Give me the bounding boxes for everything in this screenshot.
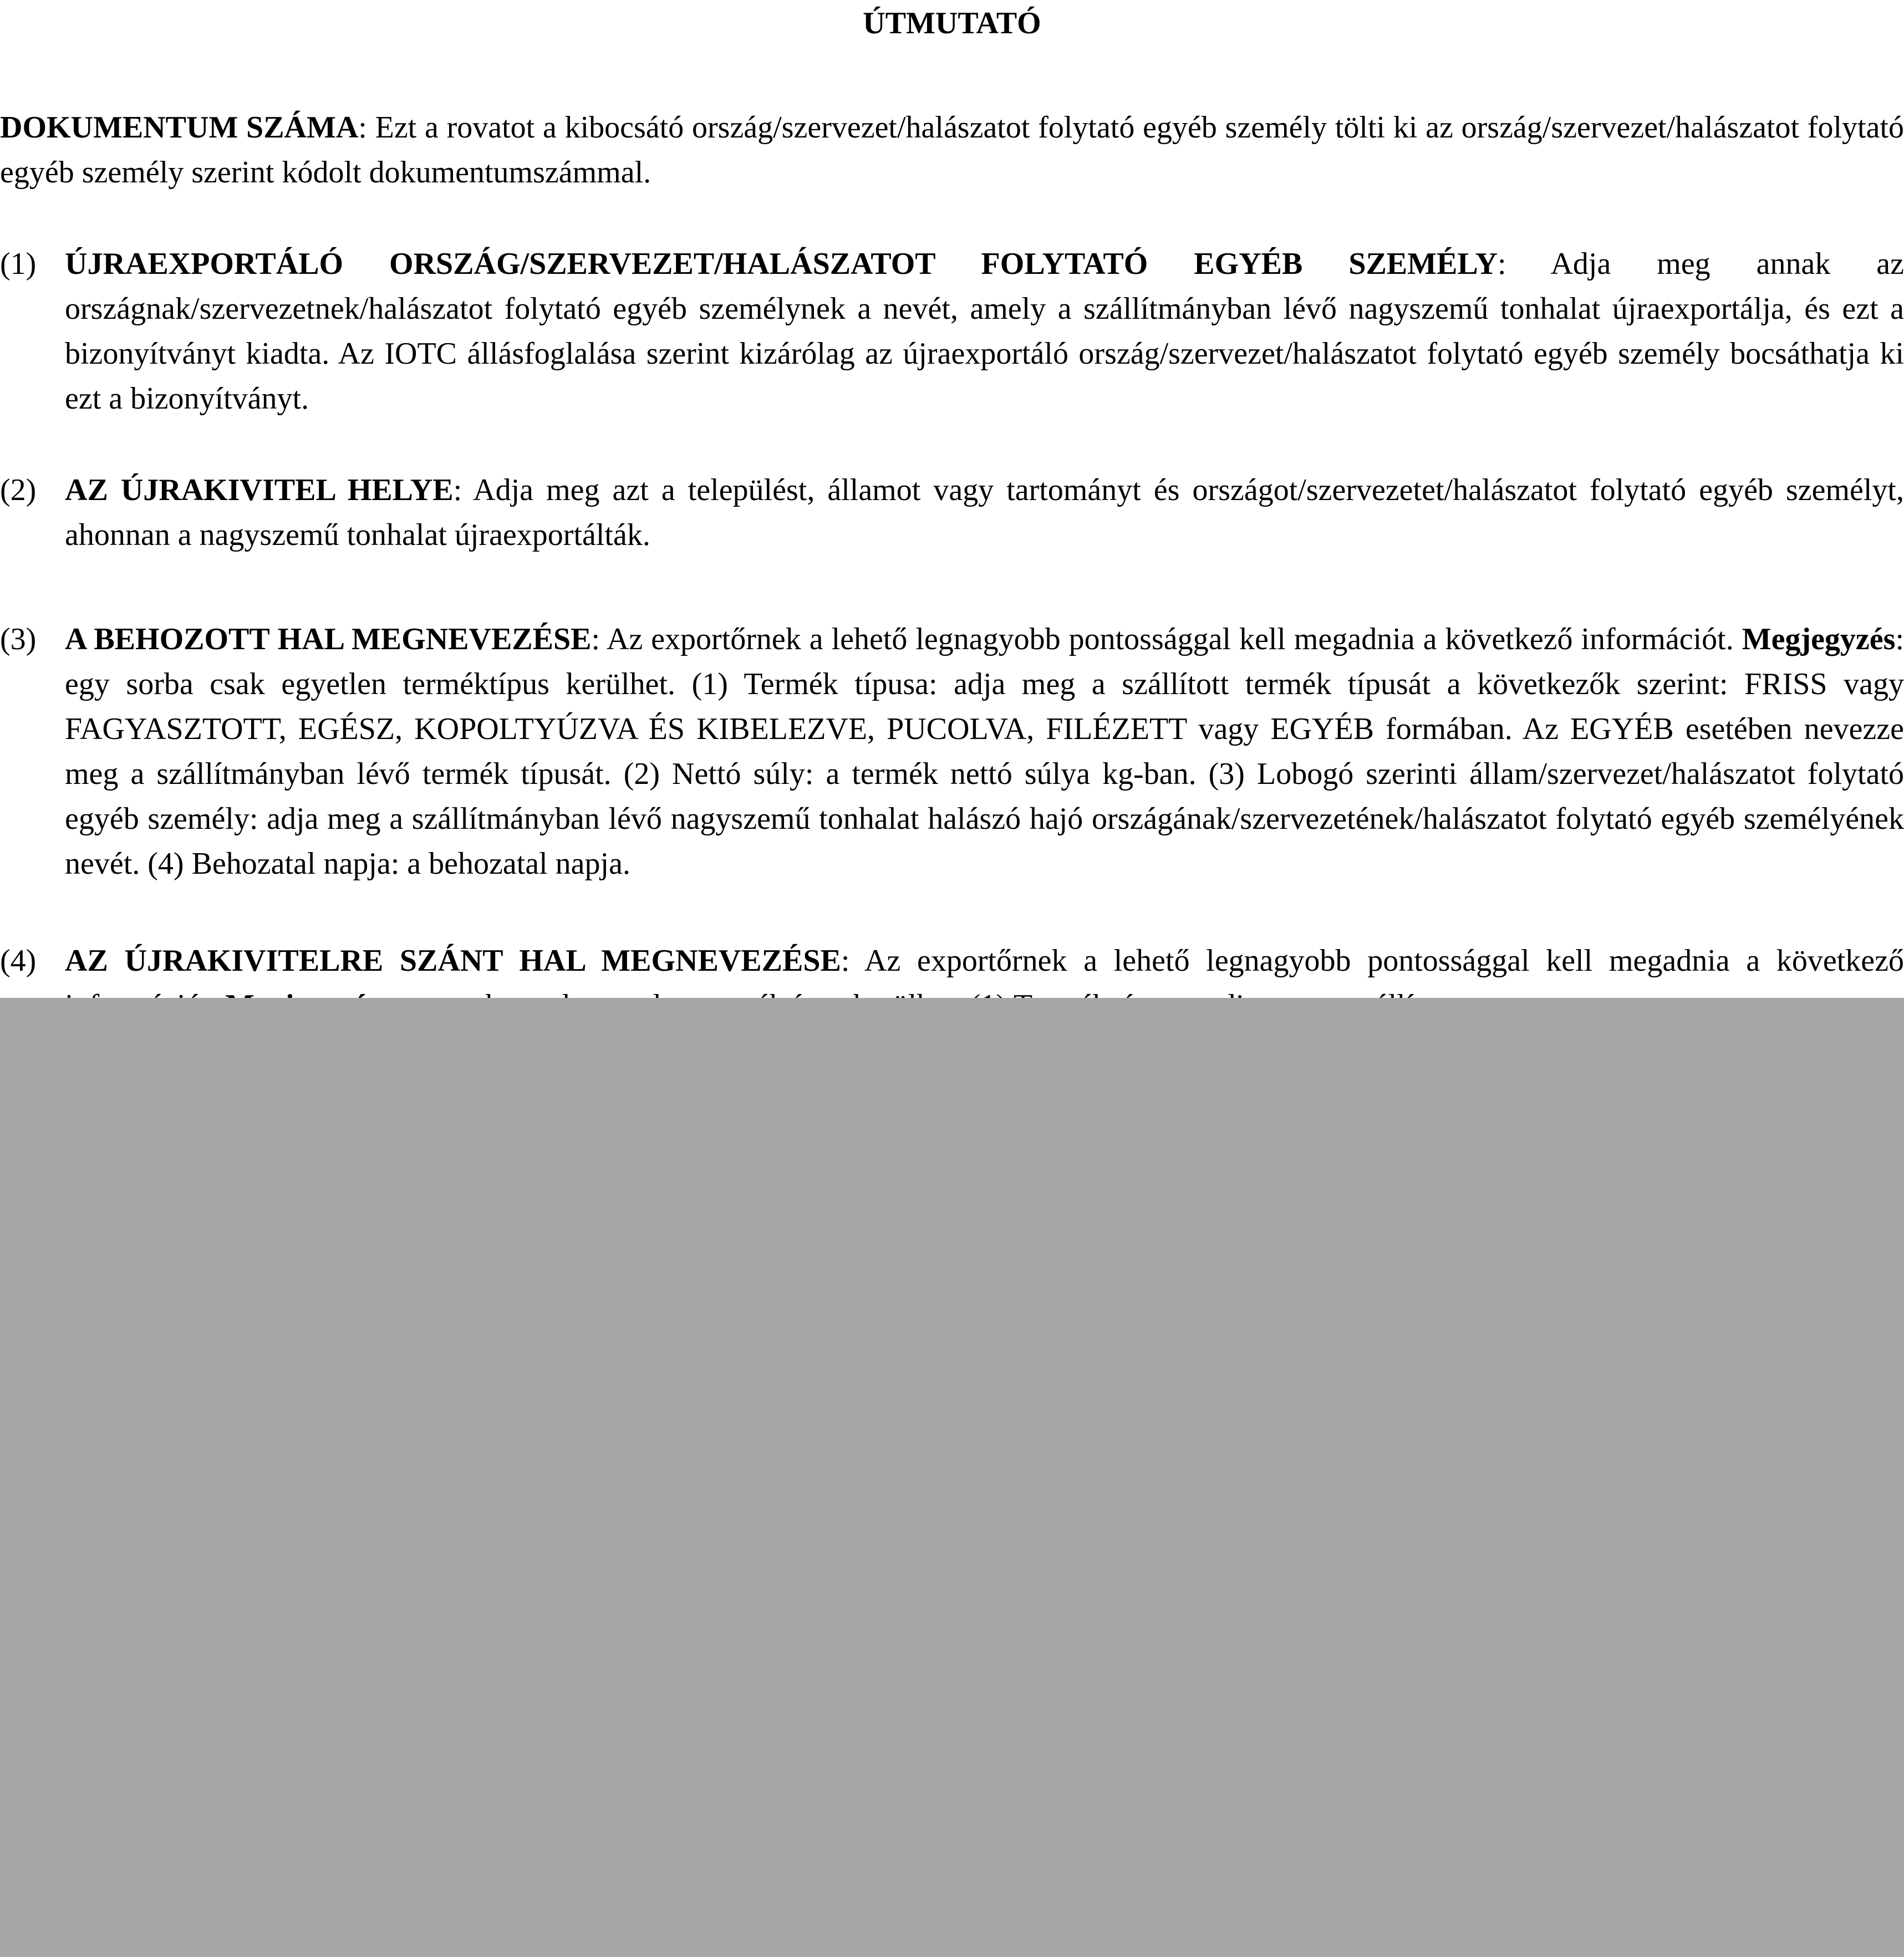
item-text: : egy sorba csak egyetlen terméktípus kerülhet. (1) Termék típusa: adja meg a szállított termék típusát a következők szerint: FRISS vagy FAGYASZTOTT, EGÉSZ, KOPOLTYÚZVA ÉS KIBELEZVE, PUCOLVA, FILÉZETT vagy EGYÉB formában. Az EGYÉB esetében nevezze meg a szállítmányban lévő termék típusát. (2) Nettó súly: a termék nettó súlya kg-ban. (3) Lobogó szerinti állam/szervezet/halászatot folytató egyéb személy: adja meg a szállítmányban lévő nagyszemű tonhalat halászó hajó országának/szervezetének/halászatot folytató egyéb személyének nevét. (4) Behozatal napja: a behozatal napja. (65, 622, 1904, 881)
item-heading: AZ ÚJRAKIVITELRE SZÁNT HAL MEGNEVEZÉSE (65, 944, 841, 978)
item-number: (1) (0, 247, 37, 281)
item-text-intro: : Az exportőrnek a lehető legnagyobb pontossággal kell megadnia a következő információt. (591, 622, 1742, 656)
item-body (65, 468, 1904, 558)
item-text: : Adja meg annak az országnak/szervezetnek/halászatot folytató egyéb személynek a nevét, amely a szállítmányban lévő nagyszemű tonhalat újraexportálja, és ezt a bizonyítványt kiadta. Az IOTC állásfoglalása szerint kizárólag az újraexportáló ország/szervezet/halászatot folytató egyéb személy bocsáthatja ki ezt a bizonyítványt. (65, 247, 1904, 416)
item-heading: AZ ÚJRAKIVITEL HELYE (65, 473, 454, 507)
instruction-item-2 (0, 468, 1904, 558)
item-heading: ÚJRAEXPORTÁLÓ ORSZÁG/SZERVEZET/HALÁSZATOT FOLYTATÓ EGYÉB SZEMÉLY (65, 247, 1498, 281)
document-number-text: : Ezt a rovatot a kibocsátó ország/szervezet/halászatot folytató egyéb személy tölti ki az ország/szervezet/halászatot folytató egyéb személy szerint kódolt dokumentumszámmal. (0, 110, 1904, 190)
item-text-intro: : Az exportőrnek a lehető legnagyobb pontossággal kell megadnia a következő (841, 944, 1904, 978)
redacted-area (0, 998, 1904, 1957)
item-body (65, 242, 1904, 421)
document-number-paragraph (0, 105, 1904, 195)
item-body (65, 617, 1904, 886)
instruction-item-1 (0, 242, 1904, 421)
document-number-heading: DOKUMENTUM SZÁMA (0, 110, 359, 145)
item-number: (2) (0, 473, 37, 507)
item-number: (4) (0, 944, 37, 978)
item-number: (3) (0, 622, 37, 656)
note-label: Megjegyzés (1742, 622, 1896, 656)
page-title: ÚTMUTATÓ (863, 6, 1041, 40)
instruction-item-3 (0, 617, 1904, 886)
item-heading: A BEHOZOTT HAL MEGNEVEZÉSE (65, 622, 592, 656)
item-text: : Adja meg azt a települést, államot vagy tartományt és országot/szervezetet/halászatot folytató egyéb személyt, ahonnan a nagyszemű tonhalat újraexportálták. (65, 473, 1904, 552)
